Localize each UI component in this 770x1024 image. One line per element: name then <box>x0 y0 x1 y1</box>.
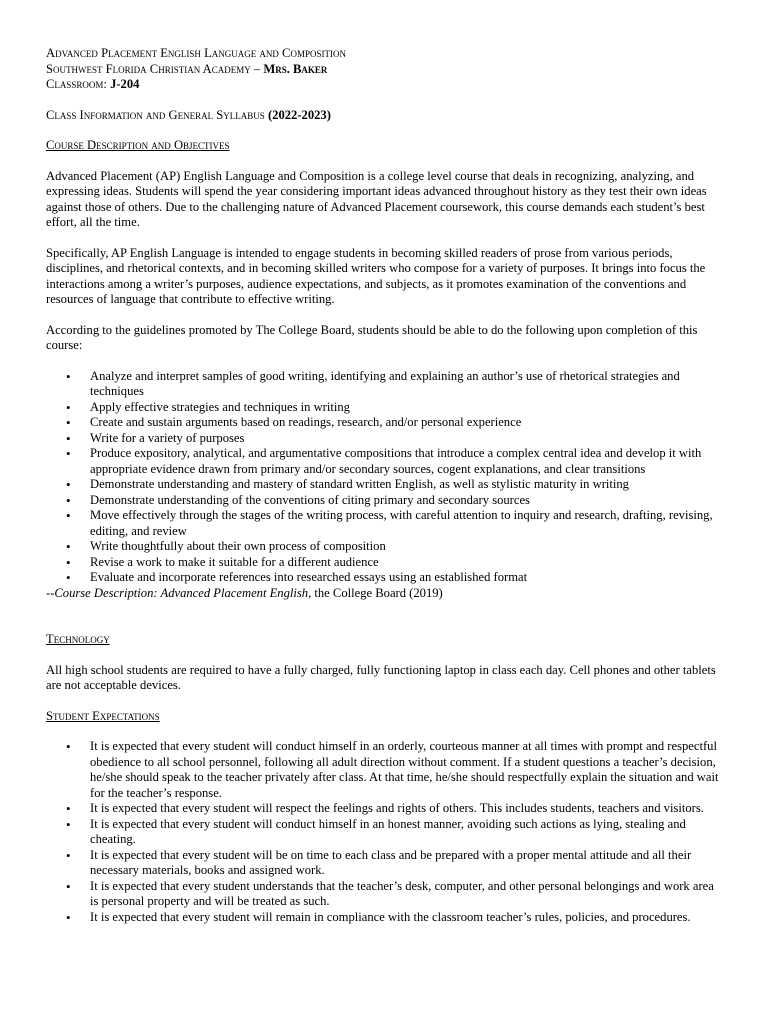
list-item: • Apply effective strategies and techniques in writing <box>46 400 724 416</box>
list-item: • It is expected that every student will conduct himself in an orderly, courteous manner at all times with prompt and respectful obedience to all school personnel, following all adult direction without comment. If a student questions a teacher’s decision, he/she should speak to the teacher privately after class. At that time, he/she should respectfully explain the situation and wait for the teacher’s response. <box>46 739 724 801</box>
list-item: • Write for a variety of purposes <box>46 431 724 447</box>
list-item: • Produce expository, analytical, and argumentative compositions that introduce a complex central idea and develop it with appropriate evidence drawn from primary and/or secondary sources, cogent explanations, and clear transitions <box>46 446 724 477</box>
list-item: • It is expected that every student will conduct himself in an honest manner, avoiding such actions as lying, stealing and cheating. <box>46 817 724 848</box>
section-title-course-description: Course Description and Objectives <box>46 138 230 152</box>
expectations-list <box>46 739 724 925</box>
syllabus-year: (2022-2023) <box>267 107 331 122</box>
list-item: • Revise a work to make it suitable for a different audience <box>46 555 724 571</box>
list-item: • Create and sustain arguments based on readings, research, and/or personal experience <box>46 415 724 431</box>
list-item: • Write thoughtfully about their own process of composition <box>46 539 724 555</box>
classroom-label: Classroom: <box>46 77 111 91</box>
list-item: • It is expected that every student will remain in compliance with the classroom teacher’s rules, policies, and procedures. <box>46 910 724 926</box>
citation-source: , the College Board (2019) <box>308 585 443 600</box>
citation-title: Course Description: Advanced Placement English <box>54 585 309 600</box>
list-item: • It is expected that every student will be on time to each class and be prepared with a proper mental attitude and all their necessary materials, books and assigned work. <box>46 848 724 879</box>
list-item: • Move effectively through the stages of the writing process, with careful attention to inquiry and research, drafting, revising, editing, and review <box>46 508 724 539</box>
list-item: • Demonstrate understanding of the conventions of citing primary and secondary sources <box>46 493 724 509</box>
syllabus-label: Class Information and General Syllabus <box>46 107 268 122</box>
school-name: Southwest Florida Christian Academy – <box>46 61 264 76</box>
classroom-line <box>46 77 724 93</box>
course-title: Advanced Placement English Language and Composition <box>46 46 346 60</box>
paragraph: According to the guidelines promoted by The College Board, students should be able to do the following upon completion of this course: <box>46 322 698 352</box>
school-line <box>46 62 724 78</box>
citation <box>46 586 724 602</box>
list-item: • Demonstrate understanding and mastery of standard written English, as well as stylistic maturity in writing <box>46 477 724 493</box>
objectives-list <box>46 369 724 586</box>
list-item: • Evaluate and incorporate references into researched essays using an established format <box>46 570 724 586</box>
classroom-value: J-204 <box>110 77 140 91</box>
list-item: • It is expected that every student will respect the feelings and rights of others. This includes students, teachers and visitors. <box>46 801 724 817</box>
teacher-name: Mrs. Baker <box>263 61 328 76</box>
paragraph: Advanced Placement (AP) English Language and Composition is a college level course that deals in recognizing, analyzing, and expressing ideas. Students will spend the year considering important ideas advanced throughout history as they test their own ideas against those of others. Due to the challenging nature of Advanced Placement coursework, this course demands each student’s best effort, all the time. <box>46 168 707 229</box>
syllabus-line <box>46 108 724 124</box>
citation-prefix: -- <box>46 585 55 600</box>
section-title-student-expectations: Student Expectations <box>46 708 160 723</box>
paragraph: Specifically, AP English Language is intended to engage students in becoming skilled readers of prose from various periods, disciplines, and rhetorical contexts, and in becoming skilled writers who compose for a variety of purposes. It brings into focus the interactions among a writer’s purposes, audience expectations, and subjects, as it promotes examination of the conventions and resources of language that contribute to effective writing. <box>46 245 706 306</box>
list-item: • It is expected that every student understands that the teacher’s desk, computer, and other personal belongings and work area is personal property and will be treated as such. <box>46 879 724 910</box>
list-item: • Analyze and interpret samples of good writing, identifying and explaining an author’s use of rhetorical strategies and techniques <box>46 369 724 400</box>
section-title-technology: Technology <box>46 632 110 646</box>
technology-text: All high school students are required to have a fully charged, fully functioning laptop in class each day. Cell phones and other tablets are not acceptable devices. <box>46 662 716 692</box>
